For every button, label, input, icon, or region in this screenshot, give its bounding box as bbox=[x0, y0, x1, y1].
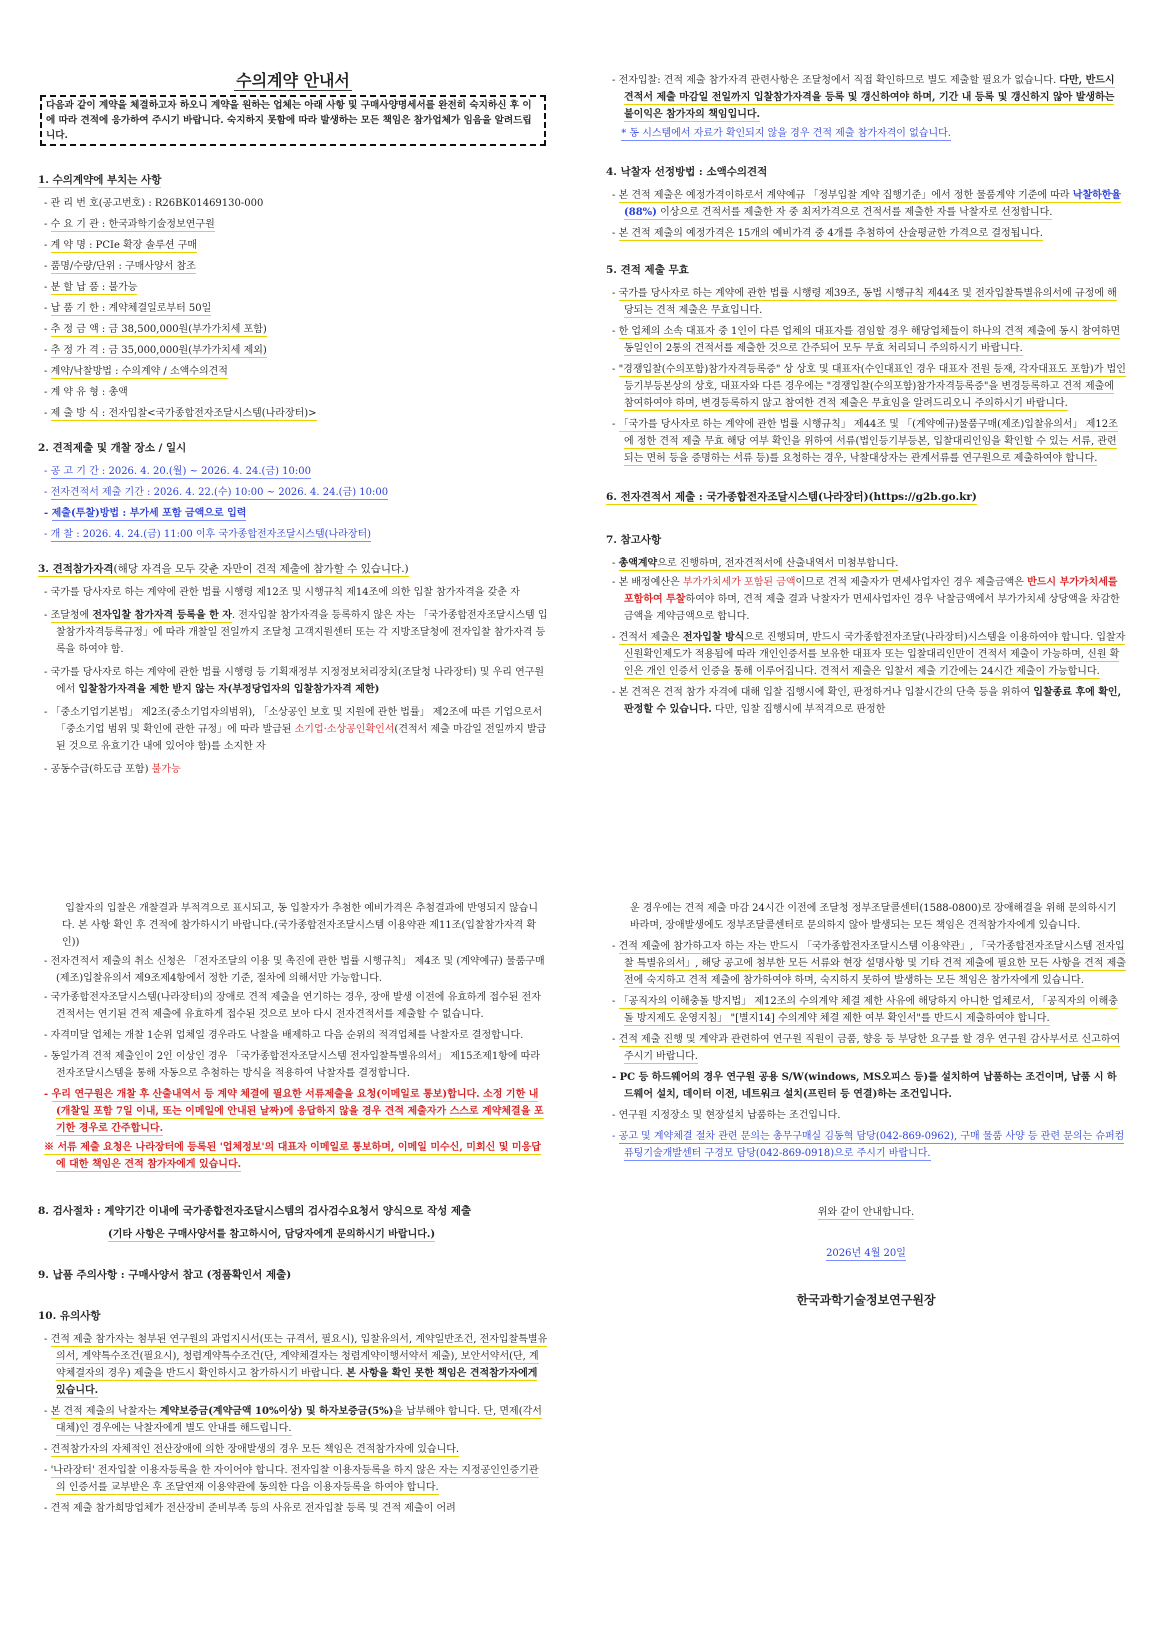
list-item: - 연구원 지정장소 및 현장설치 납품하는 조건입니다. bbox=[612, 1110, 841, 1121]
list-item: - 전자입찰: 견적 제출 참가자격 관련사항은 조달청에서 직접 확인하므로 별도 제출할 필요가 없습니다. 다만, 반드시 견적서 제출 마감일 전일까지 입찰참가자격을 등록 및 갱신하여야 하며, 기간 내 등록 및 갱신하지 않아 발생하는 불이익은 참가자의 책임입니다. bbox=[612, 75, 1115, 120]
list-item: - 공고 및 계약체결 절차 관련 문의는 총무구매실 김동혁 담당(042-869-0962), 구매 물품 사양 등 관련 문의는 슈퍼컴퓨팅기술개발센터 구경모 담당(042-869-0918)으로 주시기 바랍니다. bbox=[612, 1131, 1125, 1159]
list-item: 운 경우에는 견적 제출 마감 24시간 이전에 조달청 정부조달콜센터(1588-0800)로 장애해결을 위해 문의하시기 바라며, 장애발생에도 정부조달콜센터로 문의하지 않아 발생되는 모든 책임은 견적참가자에게 있습니다. bbox=[630, 903, 1117, 931]
closing-org: 한국과학기술정보연구원장 bbox=[796, 1293, 936, 1307]
list-item: - 분 할 납 품 : 불가능 bbox=[44, 282, 138, 293]
list-item: - 본 견적 제출의 낙찰자는 계약보증금(계약금액 10%이상) 및 하자보증금(5%)을 납부해야 합니다. 단, 면제(각서 대체)인 경우에는 낙찰자에게 별도 안내를 해드립니다. bbox=[44, 1406, 542, 1434]
list-item: - 본 견적 제출은 예정가격이하로서 계약예규 「정부입찰 계약 집행기준」에서 정한 물품계약 기준에 따라 낙찰하한율(88%) 이상으로 견적서를 제출한 자 중 최저가격으로 견적서를 제출한 자를 낙찰자로 선정합니다. bbox=[612, 190, 1122, 218]
section-1-list bbox=[38, 195, 548, 422]
list-item: * 동 시스템에서 자료가 확인되지 않을 경우 견적 제출 참가자격이 없습니다. bbox=[621, 128, 951, 139]
list-item: - 본 견적은 견적 참가 자격에 대해 입찰 집행시에 확인, 판정하거나 입찰시간의 단축 등을 위하여 입찰종료 후에 확인, 판정할 수 있습니다. 다만, 입찰 집행시에 부적격으로 판정한 bbox=[612, 687, 1122, 715]
list-item: - 견적 제출 참가자는 첨부된 연구원의 과업지시서(또는 규격서, 필요시), 입찰유의서, 계약일반조건, 전자입찰특별유의서, 계약특수조건(필요시), 청렴계약특수조건(단, 계약체결자는 청렴계약이행서약서 제출), 보안서약서(단, 계약체결자의 경우) 제출을 반드시 확인하시고 참가하시기 바랍니다. 본 사항을 확인 못한 책임은 견적참가자에게 있습니다. bbox=[44, 1334, 548, 1396]
list-item: - 계 약 명 : PCIe 확장 솔루션 구매 bbox=[44, 240, 198, 251]
list-item: - 동일가격 견적 제출인이 2인 이상인 경우 「국가종합전자조달시스템 전자입찰특별유의서」 제15조제1항에 따라 전자조달시스템을 통해 자동으로 추첨하는 방식을 적용하여 낙찰자를 결정합니다. bbox=[44, 1051, 540, 1079]
list-item: - 총액계약으로 진행하며, 전자견적서에 산출내역서 미첨부합니다. bbox=[612, 558, 899, 569]
list-item: - 견적 제출 진행 및 계약과 관련하여 연구원 직원이 금품, 향응 등 부당한 요구를 할 경우 연구원 감사부서로 신고하여 주시기 바랍니다. bbox=[612, 1034, 1121, 1062]
list-item: - 견적 제출에 참가하고자 하는 자는 반드시 「국가종합전자조달시스템 이용약관」, 「국가종합전자조달시스템 전자입찰 특별유의서」, 해당 공고에 첨부한 모든 서류와 현장 설명사항 및 기타 견적 제출에 필요한 모든 사항을 견적 제출 전에 숙지하고 견적 제출에 참가하여야 하며, 숙지하지 못하여 발생하는 모든 책임은 참가자에게 있습니다. bbox=[612, 941, 1126, 986]
list-item: - 추 정 금 액 : 금 38,500,000원(부가가치세 포함) bbox=[44, 324, 267, 335]
list-item: - 한 업체의 소속 대표자 중 1인이 다른 업체의 대표자를 겸임할 경우 해당업체들이 하나의 견적 제출에 동시 참여하면 동일인이 2통의 견적서를 제출한 것으로 간주되어 모두 무효 처리되니 주의하시기 바랍니다. bbox=[612, 326, 1121, 354]
right-bottom-column bbox=[606, 900, 1126, 1309]
list-item: - 국가를 당사자로 하는 계약에 관한 법률 시행령 제39조, 동법 시행규칙 제44조 및 전자입찰특별유의서에 규정에 해당되는 견적 제출은 무효입니다. bbox=[612, 288, 1117, 316]
section-6-heading: 6. 전자견적서 제출 : 국가종합전자조달시스템(나라장터)(https://g2b.go.kr) bbox=[606, 491, 977, 503]
right-top-column bbox=[606, 72, 1126, 720]
section-8-note: (기타 사항은 구매사양서를 참고하시어, 담당자에게 문의하시기 바랍니다.) bbox=[108, 1229, 436, 1240]
section-5-heading: 5. 견적 제출 무효 bbox=[606, 264, 689, 276]
list-item: - 제 출 방 식 : 전자입찰<국가종합전자조달시스템(나라장터)> bbox=[44, 408, 317, 419]
section-2-list bbox=[38, 463, 548, 543]
list-item: - 견적참가자의 자체적인 전산장애에 의한 장애발생의 경우 모든 책임은 견적참가자에 있습니다. bbox=[44, 1444, 460, 1455]
left-top-column bbox=[38, 72, 548, 780]
list-item: - 본 견적 제출의 예정가격은 15개의 예비가격 중 4개를 추첨하여 산술평균한 가격으로 결정됩니다. bbox=[612, 228, 1043, 239]
list-item: - 국가종합전자조달시스템(나라장터)의 장애로 견적 제출을 연기하는 경우, 장애 발생 이전에 유효하게 접수된 전자견적서는 연기된 견적 제출에 유효하게 접수된 것으로 보아 다시 전자견적서를 제출할 수 없습니다. bbox=[44, 992, 541, 1020]
list-item: - 개 찰 : 2026. 4. 24.(금) 11:00 이후 국가종합전자조달시스템(나라장터) bbox=[44, 529, 372, 540]
list-item: - 전자견적서 제출의 취소 신청은 「전자조달의 이용 및 촉진에 관한 법률 시행규칙」 제4조 및 (계약예규) 물품구매(제조)입찰유의서 제9조제4항에서 정한 기준, 절차에 의해서만 가능합니다. bbox=[44, 956, 545, 984]
list-item: - 견적서 제출은 전자입찰 방식으로 진행되며, 반드시 국가종합전자조달(나라장터)시스템을 이용하여야 합니다. 입찰자 신원확인제도가 적용됨에 따라 개인인증서를 보유한 대표자 또는 입찰대리인만이 견적서 제출이 가능하며, 신원 확인은 개인 인증서 인증을 통해 이루어집니다. 견적서 제출은 입찰서 제출 기간에는 24시간 제출이 가능합니다. bbox=[612, 632, 1126, 677]
list-item: 입찰자의 입찰은 개찰결과 부적격으로 표시되고, 동 입찰자가 추첨한 예비가격은 추첨결과에 반영되지 않습니다. 본 사항 확인 후 견적에 참가하시기 바랍니다.(국가종합전자조달시스템 이용약관 제11조(입찰참가자격 확인)) bbox=[62, 903, 539, 948]
list-item: - "경쟁입찰(수의포함)참가자격등록증" 상 상호 및 대표자(수인대표인 경우 대표자 전원 등재, 각자대표도 포함)가 법인등기부등본상의 상호, 대표자와 다른 경우에는 "경쟁입찰(수의포함)참가자격등록증"을 변경등록하고 견적 제출에 참여하여야 하며, 변경등록하지 않고 참여한 견적 제출은 무효임을 알려드리오니 주의하시기 바랍니다. bbox=[612, 364, 1126, 409]
list-item: - 「중소기업기본법」 제2조(중소기업자의범위), 「소상공인 보호 및 지원에 관한 법률」 제2조에 따른 기업으로서 「중소기업 범위 및 확인에 관한 규정」에 따라 발급된 소기업·소상공인확인서(견적서 제출 마감일 전일까지 발급된 것으로 유효기간 내에 있어야 함)를 소지한 자 bbox=[44, 707, 547, 752]
notice-box: 다음과 같이 계약을 체결하고자 하오니 계약을 원하는 업체는 아래 사항 및 구매사양명세서를 완전히 숙지하신 후 이에 따라 견적에 응가하여 주시기 바랍니다. 숙지하지 못함에 따라 발생하는 모든 책임은 참가업체가 임음을 알려드립니다. bbox=[40, 95, 546, 146]
list-item: - 관 리 번 호(공고번호) : R26BK01469130-000 bbox=[44, 198, 264, 209]
list-item: - PC 등 하드웨어의 경우 연구원 공용 S/W(windows, MS오피스 등)를 설치하여 납품하는 조건이며, 납품 시 하드웨어 설치, 데이터 이전, 네트워크 설치(프린터 등 연결)하는 조건입니다. bbox=[612, 1072, 1117, 1100]
list-item: - 견적 제출 참가희망업체가 전산장비 준비부족 등의 사유로 전자입찰 등록 및 견적 제출이 어려 bbox=[44, 1503, 456, 1514]
list-item: - 수 요 기 관 : 한국과학기술정보연구원 bbox=[44, 219, 215, 230]
list-item: - 품명/수량/단위 : 구매사양서 참조 bbox=[44, 261, 196, 272]
list-item: - 조달청에 전자입찰 참가자격 등록을 한 자. 전자입찰 참가자격을 등록하지 않은 자는 「국가종합전자조달시스템 입찰참가자격등록규정」에 따라 개찰일 전일까지 조달청 고객지원센터 또는 각 지방조달청에 전자입찰 참가자격 등록을 하여야 함. bbox=[44, 610, 548, 655]
list-item: - 추 정 가 격 : 금 35,000,000원(부가가치세 제외) bbox=[44, 345, 267, 356]
section-9-heading: 9. 납품 주의사항 : 구매사양서 참고 (정품확인서 제출) bbox=[38, 1269, 292, 1281]
section-10-heading: 10. 유의사항 bbox=[38, 1310, 101, 1322]
list-item: - 계 약 유 형 : 총액 bbox=[44, 387, 128, 398]
closing-line: 위와 같이 안내합니다. bbox=[817, 1207, 915, 1218]
list-item: - 「공직자의 이해충돌 방지법」 제12조의 수의계약 체결 제한 사유에 해당하지 아니한 업체로서, 「공직자의 이해충돌 방지제도 운영지침」 "[별지14] 수의계약 체결 제한 여부 확인서"를 반드시 제출하여야 합니다. bbox=[612, 996, 1118, 1024]
section-2-heading: 2. 견적제출 및 개찰 장소 / 일시 bbox=[38, 442, 187, 454]
list-item: - '나라장터' 전자입찰 이용자등록을 한 자이어야 합니다. 전자입찰 이용자등록을 하지 않은 자는 지정공인인증기관의 인증서를 교부받은 후 조달연재 이용약관에 동의한 다음 이용자등록을 하여야 합니다. bbox=[44, 1465, 539, 1493]
list-item: - 우리 연구원은 개찰 후 산출내역서 등 계약 체결에 필요한 서류제출을 요청(이메일로 통보)합니다. 소정 기한 내(개찰일 포함 7일 이내, 또는 이메일에 안내된 날짜)에 응답하지 않을 경우 견적 제출자가 스스로 계약체결을 포기한 경우로 간주합니다. bbox=[44, 1089, 544, 1134]
list-item: - 납 품 기 한 : 계약체결일로부터 50일 bbox=[44, 303, 212, 314]
list-item: - 제출(투찰)방법 : 부가세 포함 금액으로 입력 bbox=[44, 508, 247, 519]
section-8-heading: 8. 검사절차 : 계약기간 이내에 국가종합전자조달시스템의 검사검수요청서 양식으로 작성 제출 bbox=[38, 1205, 472, 1217]
list-item: - 계약/낙찰방법 : 수의계약 / 소액수의견적 bbox=[44, 366, 228, 377]
section-3-heading: 3. 견적참가자격(해당 자격을 모두 갖춘 자만이 견적 제출에 참가할 수 있습니다.) bbox=[38, 563, 409, 575]
left-bottom-column bbox=[38, 900, 548, 1519]
list-item: - 본 배정예산은 부가가치세가 포함된 금액이므로 견적 제출자가 면세사업자인 경우 제출금액은 반드시 부가가치세를 포함하여 투찰하여야 하며, 견적 제출 결과 낙찰자가 면세사업자인 경우 낙찰금액에서 부가가치세 상당액을 차감한 금액을 계약금액으로 합니다. bbox=[612, 577, 1120, 622]
closing-date: 2026년 4월 20일 bbox=[826, 1248, 906, 1259]
page-title: 수의계약 안내서 bbox=[236, 71, 350, 90]
list-item: - 전자견적서 제출 기간 : 2026. 4. 22.(수) 10:00 ~ 2026. 4. 24.(금) 10:00 bbox=[44, 487, 389, 498]
list-item: - 국가를 당사자로 하는 계약에 관한 법률 시행령 제12조 및 시행규칙 제14조에 의한 입찰 참가자격을 갖춘 자 bbox=[44, 587, 520, 598]
section-1-heading: 1. 수의계약에 부치는 사항 bbox=[38, 174, 162, 186]
list-item: - 국가를 당사자로 하는 계약에 관한 법률 시행령 등 기획재정부 지정정보처리장치(조달청 나라장터) 및 우리 연구원에서 입찰참가자격을 제한 받지 않는 자(부정당업자의 입찰참가자격 제한) bbox=[44, 667, 545, 695]
section-4-heading: 4. 낙찰자 선정방법 : 소액수의견적 bbox=[606, 166, 768, 178]
list-item: - 공 고 기 간 : 2026. 4. 20.(월) ~ 2026. 4. 24.(금) 10:00 bbox=[44, 466, 311, 477]
list-item: ※ 서류 제출 요청은 나라장터에 등록된 '업체정보'의 대표자 이메일로 통보하며, 이메일 미수신, 미회신 및 미응답에 대한 책임은 견적 참가자에게 있습니다. bbox=[44, 1142, 541, 1170]
section-7-heading: 7. 참고사항 bbox=[606, 534, 662, 546]
list-item: - 「국가를 당사자로 하는 계약에 관한 법률 시행규칙」 제44조 및 「(계약예규)물품구매(제조)입찰유의서」 제12조에 정한 견적 제출 무효 해당 여부 확인을 위하여 서류(법인등기부등본, 입찰대리인임을 확인할 수 있는 서류, 관련되는 면허 등을 증명하는 서류 등)를 요청하는 경우, 낙찰대상자는 관계서류를 연구원으로 제출하여야 합니다. bbox=[612, 419, 1118, 464]
list-item: - 공동수급(하도급 포함) 불가능 bbox=[44, 764, 181, 775]
list-item: - 자격미달 업체는 개찰 1순위 업체일 경우라도 낙찰을 배제하고 다음 순위의 적격업체를 낙찰자로 결정합니다. bbox=[44, 1030, 524, 1041]
